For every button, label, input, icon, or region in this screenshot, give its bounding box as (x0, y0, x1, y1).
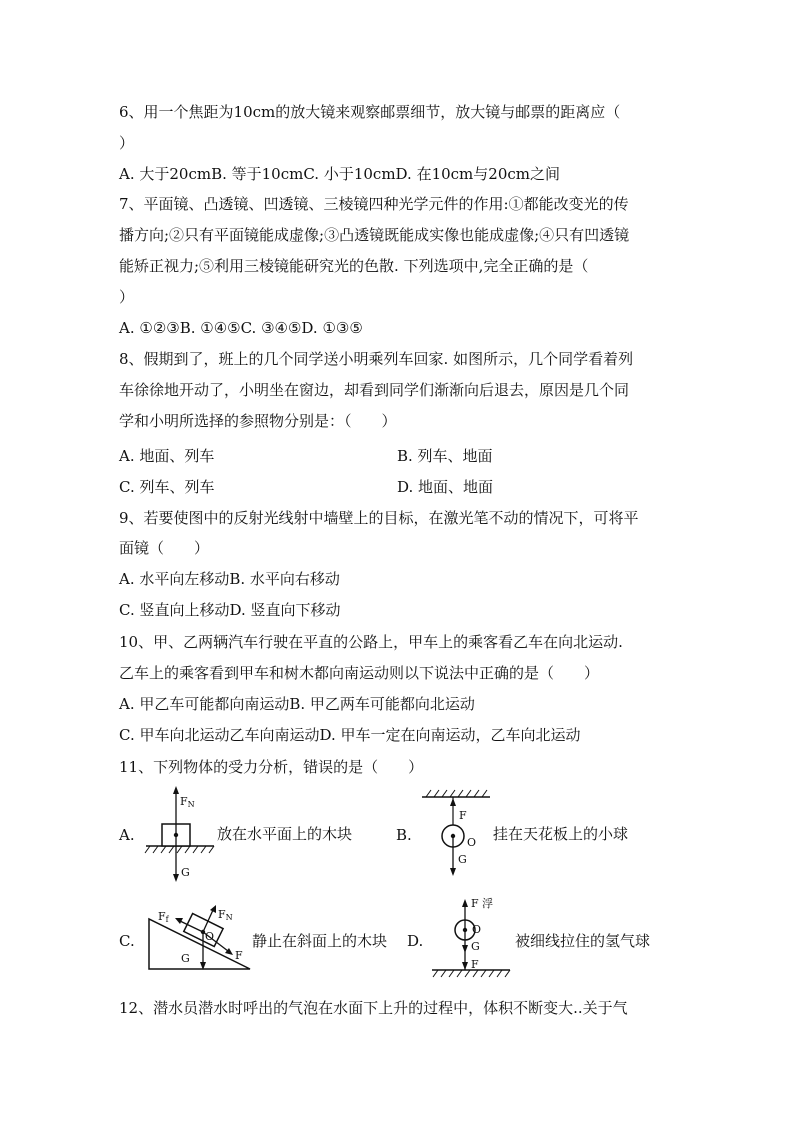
label-fn: FN (218, 908, 233, 922)
q10-stem-line2: 乙车上的乘客看到甲车和树木都向南运动则以下说法中正确的是（ ） (119, 664, 600, 682)
q7-stem-line1: 7、平面镜、凸透镜、凹透镜、三棱镜四种光学元件的作用:①都能改变光的传 (119, 195, 629, 213)
q7-stem-line4: ） (119, 288, 135, 306)
q6-stem-line2: ） (119, 134, 135, 152)
q6-stem-line1: 6、用一个焦距为10cm的放大镜来观察邮票细节，放大镜与邮票的距离应（ (119, 103, 621, 121)
label-fn: FN (180, 795, 195, 809)
q9-stem-line1: 9、若要使图中的反射光线射中墙壁上的目标，在激光笔不动的情况下，可将平 (119, 509, 639, 527)
label-g: G (471, 940, 480, 953)
q11-stem: 11、下列物体的受力分析，错误的是（ ） (119, 758, 424, 776)
label-g: G (181, 952, 190, 965)
q11-option-d-letter: D. (407, 932, 424, 950)
q6-options: A. 大于20cmB. 等于10cmC. 小于10cmD. 在10cm与20cm之间 (119, 165, 560, 183)
q11-figure-b (418, 785, 498, 880)
label-g: G (181, 866, 190, 879)
q8-stem-line1: 8、假期到了，班上的几个同学送小明乘列车回家. 如图所示，几个同学看着列 (119, 350, 634, 368)
ground-hatch (433, 970, 510, 977)
label-o: O (472, 923, 482, 936)
q7-stem-line3: 能矫正视力;⑤利用三棱镜能研究光的色散. 下列选项中,完全正确的是（ (119, 257, 589, 275)
q11-option-a-letter: A. (119, 826, 135, 844)
q11-option-d-desc: 被细线拉住的氢气球 (515, 932, 651, 950)
label-f: F (235, 949, 243, 962)
q11-figure-d (428, 890, 518, 982)
q9-options-line1: A. 水平向左移动B. 水平向右移动 (119, 570, 340, 588)
ceiling-hatch (426, 790, 487, 797)
q7-stem-line2: 播方向;②只有平面镜能成虚像;③凸透镜既能成实像也能成虚像;④只有凹透镜 (119, 226, 630, 244)
q8-option-d: D. 地面、地面 (397, 478, 494, 496)
label-ff: Ff (158, 910, 169, 924)
q7-options: A. ①②③B. ①④⑤C. ③④⑤D. ①③⑤ (119, 319, 363, 337)
q11-option-c-letter: C. (119, 932, 135, 950)
label-o: O (467, 836, 477, 849)
label-f: F (459, 809, 467, 822)
label-g: G (458, 853, 467, 866)
q11-option-a-desc: 放在水平面上的木块 (217, 825, 353, 843)
q10-options-line1: A. 甲乙车可能都向南运动B. 甲乙两车可能都向北运动 (119, 695, 475, 713)
q11-option-b-letter: B. (396, 826, 412, 844)
q11-option-b-desc: 挂在天花板上的小球 (493, 825, 629, 843)
q8-option-a: A. 地面、列车 (119, 447, 215, 465)
ground-hatch (145, 846, 214, 853)
q8-option-b: B. 列车、地面 (397, 447, 493, 465)
q11-option-c-desc: 静止在斜面上的木块 (252, 932, 388, 950)
q8-option-c: C. 列车、列车 (119, 478, 215, 496)
q11-figure-a (140, 785, 220, 885)
q12-stem-line1: 12、潜水员潜水时呼出的气泡在水面下上升的过程中，体积不断变大..关于气 (119, 999, 628, 1017)
q8-stem-line2: 车徐徐地开动了，小明坐在窗边，却看到同学们渐渐向后退去，原因是几个同 (119, 381, 630, 399)
q9-stem-line2: 面镜（ ） (119, 539, 210, 557)
q9-options-line2: C. 竖直向上移动D. 竖直向下移动 (119, 601, 341, 619)
q8-stem-line3: 学和小明所选择的参照物分别是：（ ） (119, 412, 397, 430)
label-f: F (471, 958, 479, 971)
label-o: O (205, 930, 215, 943)
q10-options-line2: C. 甲车向北运动乙车向南运动D. 甲车一定在向南运动，乙车向北运动 (119, 726, 581, 744)
q10-stem-line1: 10、甲、乙两辆汽车行驶在平直的公路上，甲车上的乘客看乙车在向北运动. (119, 633, 623, 651)
q11-figure-c (140, 893, 255, 975)
label-ffloat: F 浮 (471, 897, 494, 910)
